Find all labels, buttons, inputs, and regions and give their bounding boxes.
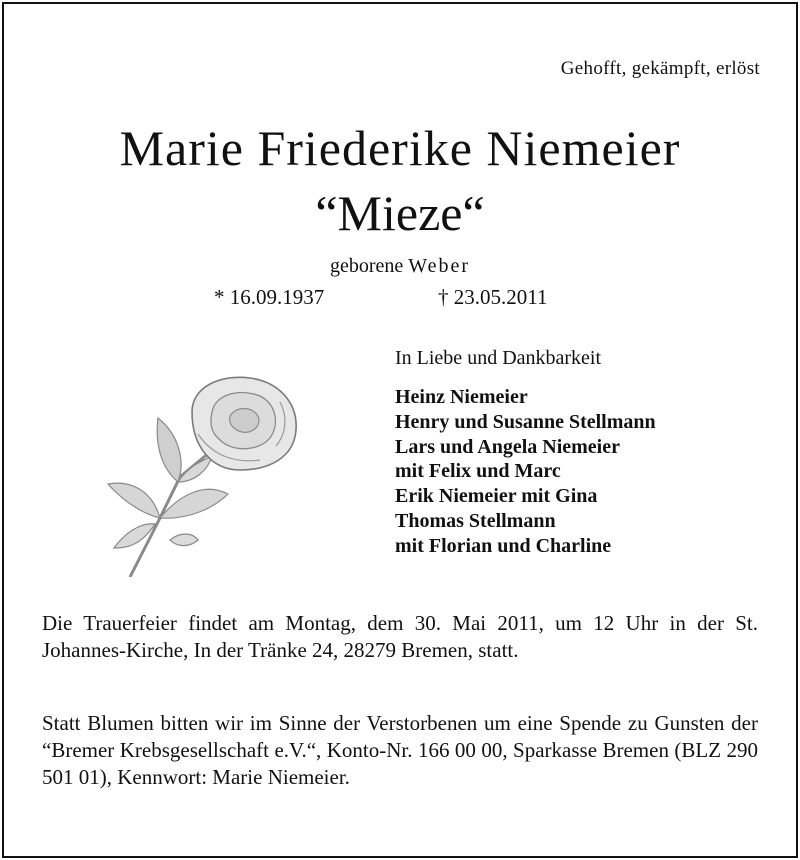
birth-date: * 16.09.1937 bbox=[214, 285, 325, 309]
donation-request: Statt Blumen bitten wir im Sinne der Verstorbenen um eine Spende zu Gunsten der “Bremer Krebsgesellschaft e.V.“, Konto-Nr. 166 00 00, Sparkasse Bremen (BLZ 290 501 01), Kennwort: Marie Niemeier. bbox=[42, 711, 758, 789]
thanks-line: In Liebe und Dankbarkeit bbox=[395, 347, 602, 369]
mourner-entry: Heinz Niemeier bbox=[395, 386, 528, 408]
mourners-list bbox=[395, 385, 656, 559]
rose-illustration bbox=[100, 372, 300, 577]
mourner-entry: mit Felix und Marc bbox=[395, 460, 561, 483]
maiden-name-line bbox=[0, 255, 800, 278]
maiden-name-prefix: geborene bbox=[330, 255, 404, 277]
mourner-entry: Lars und Angela Niemeier bbox=[395, 435, 620, 458]
deceased-name: Marie Friederike Niemeier bbox=[119, 120, 681, 176]
mourner-entry: Erik Niemeier mit Gina bbox=[395, 485, 598, 508]
mourner-entry: Thomas Stellmann bbox=[395, 509, 556, 532]
mourner-entry: Henry und Susanne Stellmann bbox=[395, 410, 656, 433]
motto: Gehofft, gekämpft, erlöst bbox=[560, 58, 760, 79]
funeral-info: Die Trauerfeier findet am Montag, dem 30. Mai 2011, um 12 Uhr in der St. Johannes-Kirche, In der Tränke 24, 28279 Bremen, statt. bbox=[42, 611, 758, 662]
death-date: † 23.05.2011 bbox=[438, 285, 548, 309]
maiden-name: Weber bbox=[408, 255, 470, 277]
nickname: “Mieze“ bbox=[315, 185, 485, 241]
mourner-entry: mit Florian und Charline bbox=[395, 534, 612, 557]
